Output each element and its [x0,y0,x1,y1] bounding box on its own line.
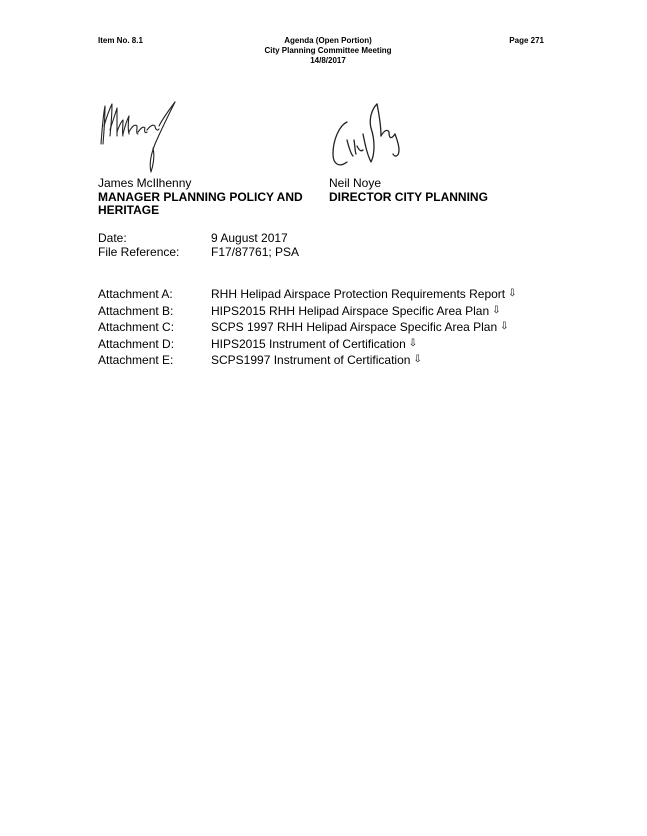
signatory-role: DIRECTOR CITY PLANNING [329,189,488,204]
report-meta [98,231,299,259]
attachment-label: Attachment A: [98,287,173,301]
meta-label: Date: [98,231,127,245]
item-number: Item No. 8.1 [98,36,143,45]
attachment-label: Attachment D: [98,336,175,351]
download-arrow-icon[interactable]: ⇩ [508,288,517,299]
meta-value: F17/87761; PSA [211,245,300,259]
meta-row-file-reference [98,245,299,259]
signature-image-right [327,100,409,176]
signature-image-left [95,96,179,174]
attachment-link[interactable]: HIPS2015 RHH Helipad Airspace Specific Area Plan [211,303,490,318]
page-number: Page 271 [509,36,544,45]
download-arrow-icon[interactable]: ⇩ [413,354,422,365]
attachment-label: Attachment E: [98,353,174,367]
attachment-row-b [98,303,517,320]
attachment-link[interactable]: HIPS2015 Instrument of Certification [211,336,406,351]
signatory-right [329,177,539,204]
attachment-row-c [98,319,517,336]
attachment-row-e [98,352,517,369]
signatory-name: James McIlhenny [98,176,192,190]
meta-row-date [98,231,299,245]
download-arrow-icon[interactable]: ⇩ [408,337,418,349]
signatory-name: Neil Noye [329,176,382,190]
attachment-link[interactable]: RHH Helipad Airspace Protection Requirements Report [211,287,506,301]
signatory-left [98,177,318,218]
meeting-date: 14/8/2017 [310,56,346,65]
attachment-link[interactable]: SCPS 1997 RHH Helipad Airspace Specific Area Plan [211,320,498,334]
signatory-role: MANAGER PLANNING POLICY AND HERITAGE [98,189,303,217]
attachment-row-d [98,336,517,353]
meeting-name: City Planning Committee Meeting [264,46,392,55]
download-arrow-icon[interactable]: ⇩ [500,321,509,332]
attachment-row-a [98,286,517,303]
download-arrow-icon[interactable]: ⇩ [492,304,501,316]
agenda-title: Agenda (Open Portion) [284,36,372,45]
attachment-label: Attachment C: [98,320,175,334]
attachment-label: Attachment B: [98,303,174,318]
attachments-list [98,286,517,369]
meta-value: 9 August 2017 [211,231,288,245]
agenda-heading [200,36,456,66]
attachment-link[interactable]: SCPS1997 Instrument of Certification [211,353,411,367]
meta-label: File Reference: [98,245,180,259]
